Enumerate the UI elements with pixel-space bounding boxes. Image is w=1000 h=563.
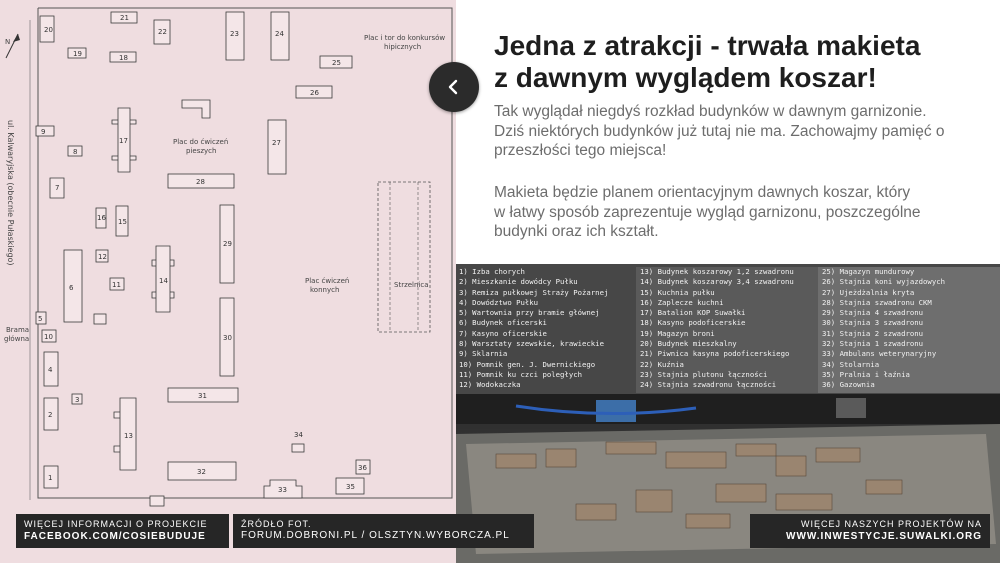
svg-text:18: 18 [119, 54, 128, 62]
source-caption: ŹRÓDŁO FOT. [241, 519, 312, 529]
svg-text:4: 4 [48, 366, 53, 374]
legend-column-2: 13) Budynek koszarowy 1,2 szwadronu 14) Budynek koszarowy 3,4 szwadronu 15) Kuchnia pułku 16) Zaplecze kuchni 17) Batalion KOP Suwałki 18) Kasyno podoficerskie 19) Magazyn broni 20) Budynek mieszkalny 21) Piwnica kasyna podoficerskiego 22) Kuźnia 23) Stajnia plutonu łączności 24) Stajnia szwadronu łączności [636, 267, 818, 393]
previous-slide-button[interactable] [429, 62, 479, 112]
svg-text:26: 26 [310, 89, 319, 97]
svg-text:30: 30 [223, 334, 232, 342]
barracks-site-plan [0, 0, 456, 563]
title-line-1: Jedna z atrakcji - trwała makieta [494, 30, 921, 61]
website-link[interactable]: WWW.INWESTYCJE.SUWALKI.ORG [786, 531, 982, 542]
svg-text:36: 36 [358, 464, 367, 472]
plac-pieszych-label: Plac do ćwiczeń [173, 138, 229, 146]
svg-text:16: 16 [97, 214, 106, 222]
svg-text:19: 19 [73, 50, 82, 58]
svg-text:22: 22 [158, 28, 167, 36]
svg-text:9: 9 [41, 128, 46, 136]
svg-text:12: 12 [98, 253, 107, 261]
svg-text:8: 8 [73, 148, 78, 156]
website-caption: WIĘCEJ NASZYCH PROJEKTÓW NA [800, 519, 982, 529]
svg-text:27: 27 [272, 139, 281, 147]
street-label: ul. Kalwaryjska (obecnie Pułaskiego) [6, 120, 15, 266]
brama-label: Brama [6, 326, 30, 334]
svg-text:hipicznych: hipicznych [384, 43, 422, 51]
svg-text:29: 29 [223, 240, 232, 248]
photo-source [233, 514, 534, 548]
svg-text:7: 7 [55, 184, 60, 192]
svg-text:25: 25 [332, 59, 341, 67]
svg-text:10: 10 [44, 333, 53, 341]
facebook-info [16, 514, 229, 548]
tor-label: Plac i tor do konkursów [364, 34, 446, 42]
svg-text:14: 14 [159, 277, 168, 285]
svg-text:21: 21 [120, 14, 129, 22]
title-line-2: z dawnym wyglądem koszar! [494, 62, 877, 93]
svg-text:34: 34 [294, 431, 303, 439]
svg-text:33: 33 [278, 486, 287, 494]
svg-text:35: 35 [346, 483, 355, 491]
svg-text:2: 2 [48, 411, 53, 419]
svg-text:N: N [5, 38, 11, 46]
north-arrow-icon [5, 34, 20, 58]
svg-text:11: 11 [112, 281, 121, 289]
description-paragraph: Makieta będzie planem orientacyjnym dawnych koszar, który w łatwy sposób zaprezentuje wygląd garnizonu, poszczególne budynki oraz ich kształt. [494, 184, 921, 240]
website-info [750, 514, 990, 548]
svg-text:5: 5 [38, 315, 43, 323]
page-title [494, 30, 984, 94]
svg-text:15: 15 [118, 218, 127, 226]
intro-paragraph: Tak wyglądał niegdyś rozkład budynków w dawnym garnizonie. Dziś niektórych budynków już tutaj nie ma. Zachowajmy pamięć o przeszłości tego miejsca! [494, 103, 945, 159]
chevron-left-icon [445, 78, 463, 96]
svg-text:konnych: konnych [310, 286, 340, 294]
svg-text:23: 23 [230, 30, 239, 38]
legend-column-3: 25) Magazyn mundurowy 26) Stajnia koni wyjazdowych 27) Ujeżdżalnia kryta 28) Stajnia szwadronu CKM 29) Stajnia 4 szwadronu 30) Stajnia 3 szwadronu 31) Stajnia 2 szwadronu 32) Stajnia 1 szwadronu 33) Ambulans weterynaryjny 34) Stolarnia 35) Pralnia i łaźnia 36) Gazownia [818, 267, 1000, 393]
legend-column-1: 1) Izba chorych 2) Mieszkanie dowódcy Pułku 3) Remiza pułkowej Straży Pożarnej 4) Dowództwo Pułku 5) Wartownia przy bramie głównej 6) Budynek oficerski 7) Kasyno oficerskie 8) Warsztaty szewskie, krawieckie 9) Sklarnia 10) Pomnik gen. J. Dwernickiego 11) Pomnik ku czci poległych 12) Wodokaczka [456, 267, 634, 393]
plac-konnych-label: Plac ćwiczeń [305, 277, 350, 285]
facebook-caption: WIĘCEJ INFORMACJI O PROJEKCIE [24, 519, 208, 529]
strzelnica-label: Strzelnica [394, 281, 429, 289]
svg-text:6: 6 [69, 284, 74, 292]
svg-text:13: 13 [124, 432, 133, 440]
svg-text:3: 3 [75, 396, 80, 404]
svg-text:28: 28 [196, 178, 205, 186]
svg-text:20: 20 [44, 26, 53, 34]
svg-text:24: 24 [275, 30, 284, 38]
facebook-link[interactable]: FACEBOOK.COM/COSIEBUDUJE [24, 531, 206, 542]
svg-text:1: 1 [48, 474, 53, 482]
svg-text:31: 31 [198, 392, 207, 400]
svg-text:pieszych: pieszych [186, 147, 217, 155]
svg-text:32: 32 [197, 468, 206, 476]
site-plan-drawing [0, 0, 456, 563]
svg-text:17: 17 [119, 137, 128, 145]
svg-text:główna: główna [4, 335, 30, 343]
source-links[interactable]: FORUM.DOBRONI.PL / OLSZTYN.WYBORCZA.PL [241, 530, 510, 541]
